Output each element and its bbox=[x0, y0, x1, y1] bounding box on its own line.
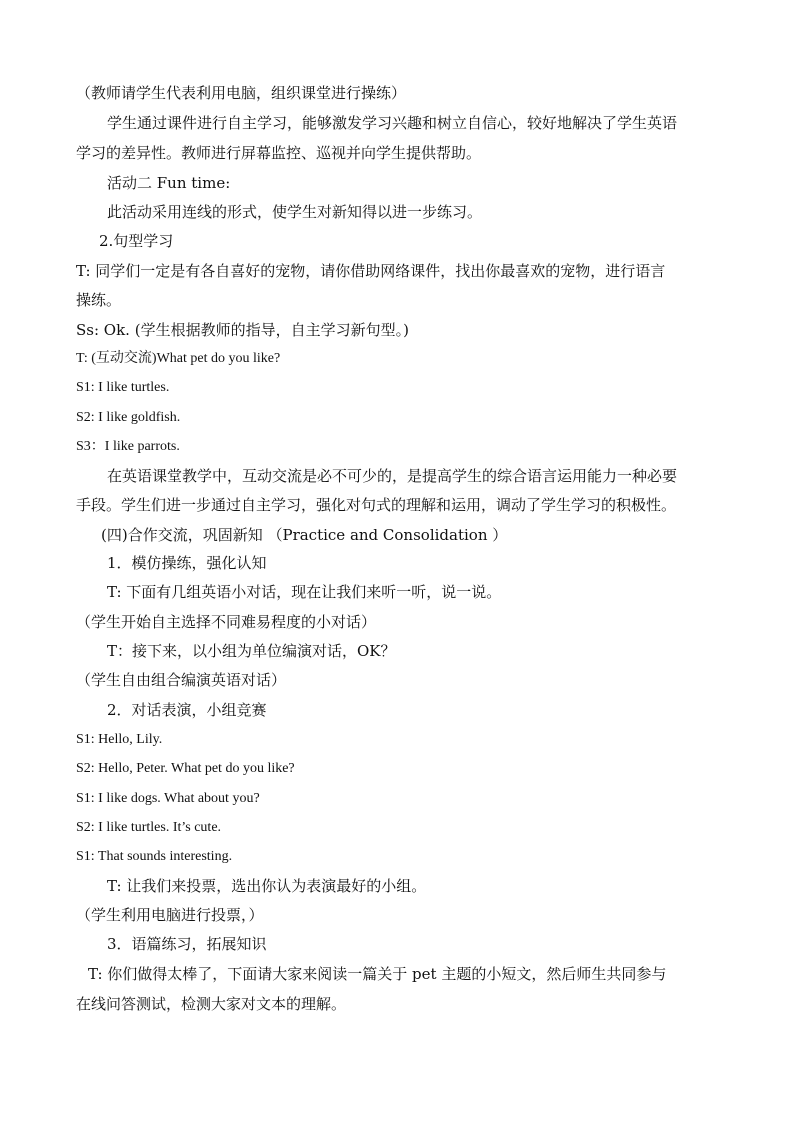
paragraph-line: T: 你们做得太棒了，下面请大家来阅读一篇关于 pet 主题的小短文，然后师生共同参与 bbox=[88, 965, 667, 983]
paragraph-line: T: 让我们来投票，选出你认为表演最好的小组。 bbox=[107, 877, 427, 895]
paragraph-line: 学生通过课件进行自主学习，能够激发学习兴趣和树立自信心，较好地解决了学生英语 bbox=[107, 114, 678, 132]
paragraph-line: 操练。 bbox=[76, 291, 122, 309]
subsection-heading: 1．模仿操练，强化认知 bbox=[107, 554, 267, 572]
dialogue-line: S1: I like turtles. bbox=[76, 380, 170, 395]
paragraph-line: 在线问答测试，检测大家对文本的理解。 bbox=[76, 995, 347, 1013]
section-heading: 2.句型学习 bbox=[99, 232, 174, 250]
paragraph-line: T: 同学们一定是有各自喜好的宠物，请你借助网络课件，找出你最喜欢的宠物，进行语言 bbox=[76, 262, 666, 280]
section-heading: (四)合作交流，巩固新知 （Practice and Consolidation ） bbox=[101, 526, 508, 544]
paragraph-line: T: 下面有几组英语小对话，现在让我们来听一听，说一说。 bbox=[107, 583, 502, 601]
subsection-heading: 3．语篇练习，拓展知识 bbox=[107, 935, 267, 953]
paragraph-line: （教师请学生代表利用电脑，组织课堂进行操练） bbox=[76, 84, 407, 102]
dialogue-line: S2: Hello, Peter. What pet do you like? bbox=[76, 761, 295, 776]
paragraph-line: 在英语课堂教学中，互动交流是必不可少的，是提高学生的综合语言运用能力一种必要 bbox=[107, 467, 678, 485]
paragraph-line: 学习的差异性。教师进行屏幕监控、巡视并向学生提供帮助。 bbox=[76, 144, 482, 162]
dialogue-line: S1: Hello, Lily. bbox=[76, 732, 163, 747]
paragraph-line: 此活动采用连线的形式，使学生对新知得以进一步练习。 bbox=[107, 203, 483, 221]
dialogue-line: S1: That sounds interesting. bbox=[76, 849, 233, 864]
dialogue-line: S1: I like dogs. What about you? bbox=[76, 791, 260, 806]
paragraph-line: 手段。学生们进一步通过自主学习，强化对句式的理解和运用，调动了学生学习的积极性。 bbox=[76, 496, 677, 514]
subsection-heading: 2．对话表演，小组竞赛 bbox=[107, 701, 267, 719]
paragraph-line: （学生利用电脑进行投票，） bbox=[76, 906, 264, 924]
paragraph-line: T：接下来，以小组为单位编演对话，OK？ bbox=[107, 642, 396, 660]
dialogue-line: T: (互动交流)What pet do you like? bbox=[76, 351, 281, 366]
dialogue-line: S2: I like turtles. It’s cute. bbox=[76, 820, 222, 835]
paragraph-line: 活动二 Fun time: bbox=[107, 174, 231, 192]
dialogue-line: S2: I like goldfish. bbox=[76, 410, 181, 425]
paragraph-line: （学生自由组合编演英语对话） bbox=[76, 671, 287, 689]
paragraph-line: （学生开始自主选择不同难易程度的小对话） bbox=[76, 613, 377, 631]
dialogue-line: S3：I like parrots. bbox=[76, 439, 180, 454]
dialogue-line: Ss: Ok. (学生根据教师的指导，自主学习新句型。) bbox=[76, 321, 409, 339]
